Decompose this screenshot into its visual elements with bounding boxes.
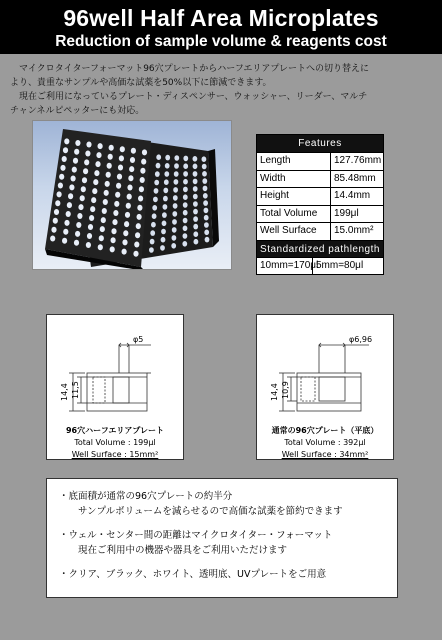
intro-line: チャンネルピペッターにも対応。 [10, 106, 145, 116]
standard-name: 通常の96穴プレート（平底） [271, 426, 379, 435]
note-item [59, 489, 385, 519]
note-line: ・クリア、ブラック、ホワイト、透明底、UVプレートをご用意 [59, 569, 327, 580]
dim-total-height: 14,4 [60, 383, 69, 401]
features-row [257, 152, 383, 170]
dim-inner-height: 10,9 [281, 381, 290, 399]
dim-diameter: φ5 [133, 335, 144, 344]
feature-value: 85.48mm [334, 172, 376, 184]
page-subtitle: Reduction of sample volume & reagents cost [55, 33, 387, 50]
pathlength-left: 10mm=170μl [257, 258, 313, 275]
intro-text [10, 62, 434, 118]
pathlength-right: 5mm=80μl [316, 259, 364, 271]
pathlength-heading: Standardized pathlength [257, 240, 383, 257]
intro-line: より、貴重なサンプルや高価な試薬を50%以下に節減できます。 [10, 78, 272, 88]
standard-cross-section [257, 315, 395, 425]
notes-box [46, 478, 398, 598]
note-line: ・ウェル・センター間の距離はマイクロタイター・フォーマット [59, 530, 333, 541]
standard-caption [257, 425, 393, 461]
half-area-caption [47, 425, 183, 461]
note-item [59, 567, 385, 582]
features-table [256, 134, 384, 275]
page-title: 96well Half Area Microplates [63, 5, 379, 31]
page-header [0, 0, 442, 54]
note-line: サンプルボリュームを減らせるので高価な試薬を節約できます [59, 506, 343, 517]
half-area-name: 96穴ハーフエリアプレート [65, 426, 164, 435]
product-photo [32, 120, 232, 270]
pathlength-row [257, 257, 383, 275]
note-line: ・底面積が通常の96穴プレートの約半分 [59, 491, 233, 502]
feature-key: Total Volume [257, 206, 331, 223]
half-area-volume: Total Volume : 199μl [74, 438, 156, 447]
intro-line: 現在ご利用になっているプレート・ディスペンサー、ウォッシャー、リーダー、マルチ [10, 92, 368, 102]
features-row [257, 205, 383, 223]
dim-total-height: 14,4 [270, 383, 279, 401]
features-heading: Features [257, 135, 383, 152]
standard-volume: Total Volume : 392μl [284, 438, 366, 447]
features-row [257, 170, 383, 188]
feature-key: Well Surface [257, 223, 331, 240]
feature-key: Width [257, 171, 331, 188]
note-item [59, 528, 385, 558]
dim-diameter: φ6,96 [349, 335, 373, 344]
note-line: 現在ご利用中の機器や器具をご利用いただけます [59, 545, 288, 556]
feature-key: Height [257, 188, 331, 205]
feature-value: 199μl [334, 207, 359, 219]
standard-surface: Well Surface : 34mm² [281, 450, 369, 459]
standard-plate-diagram [256, 314, 394, 460]
feature-value: 14.4mm [334, 190, 371, 201]
intro-line: マイクロタイターフォーマット96穴プレートからハーフエリアプレートへの切り替えに [10, 64, 370, 74]
half-area-surface: Well Surface : 15mm² [71, 450, 159, 459]
feature-key: Length [257, 153, 331, 170]
feature-value: 127.76mm [334, 155, 382, 166]
half-area-diagram [46, 314, 184, 460]
half-area-cross-section [47, 315, 185, 425]
features-row [257, 187, 383, 205]
features-row [257, 222, 383, 240]
feature-value: 15.0mm² [334, 225, 374, 236]
dim-inner-height: 11,5 [71, 381, 80, 399]
